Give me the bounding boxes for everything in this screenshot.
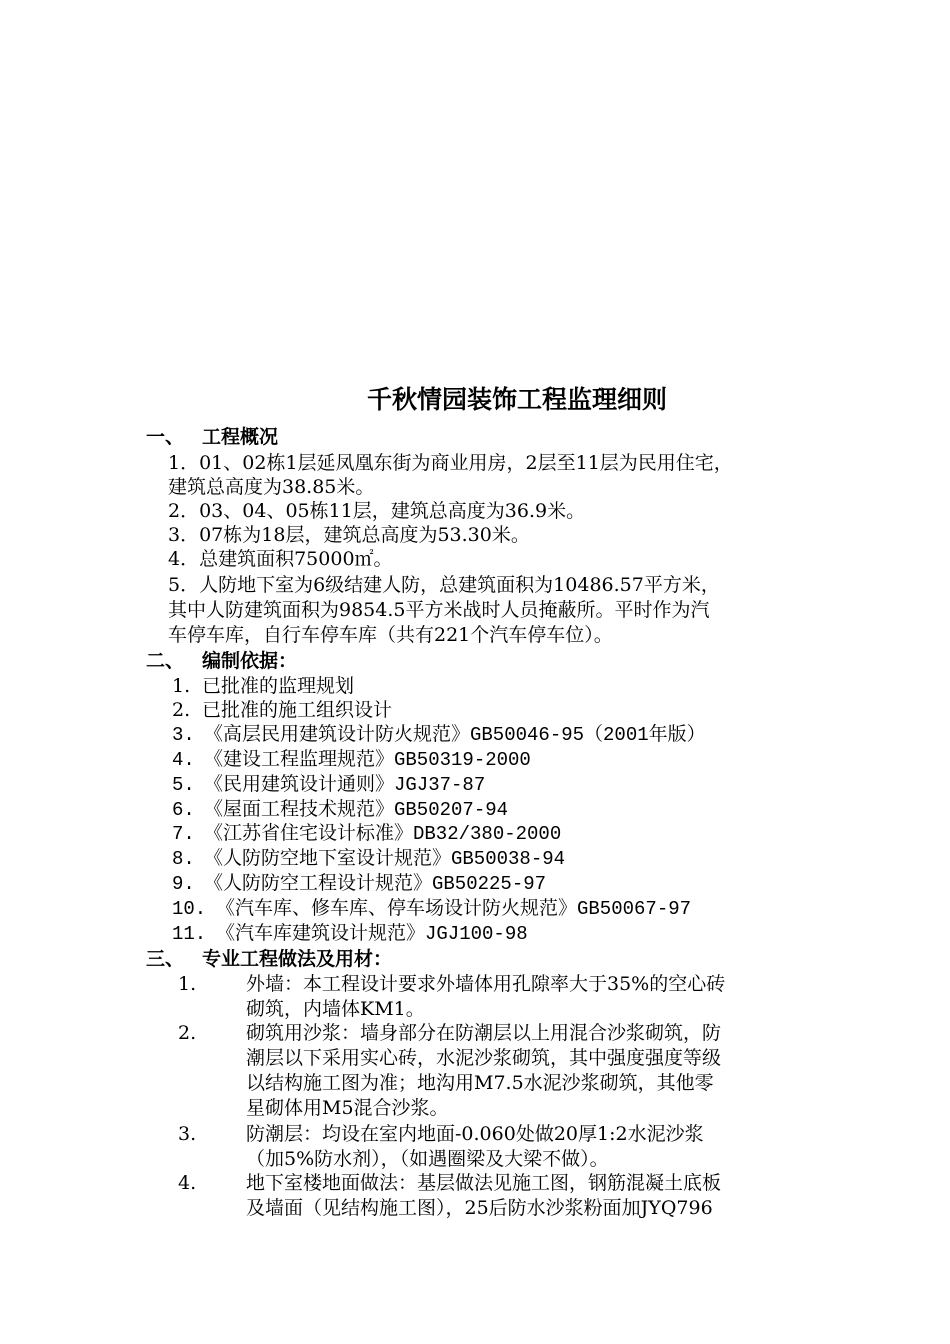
reference-text: 已批准的施工组织设计 <box>196 699 393 721</box>
reference-number: 11. <box>172 923 207 945</box>
reference-item <box>172 748 531 772</box>
practice-number: 3. <box>178 1123 197 1145</box>
practice-line: 以结构施工图为准；地沟用M7.5水泥沙浆砌筑，其他零 <box>246 1072 714 1094</box>
section-number: 一、 <box>146 426 185 448</box>
reference-text: 《汽车库建筑设计规范》JGJ100-98 <box>216 923 528 945</box>
overview-line: 1．01、02栋1层延凤凰东街为商业用房，2层至11层为民用住宅， <box>168 452 733 474</box>
practice-line: 潮层以下采用实心砖，水泥沙浆砌筑，其中强度强度等级 <box>246 1047 722 1069</box>
document-title: 千秋情园装饰工程监理细则 <box>366 385 667 414</box>
practice-line: 砌筑用沙浆：墙身部分在防潮层以上用混合沙浆砌筑，防 <box>246 1022 722 1044</box>
overview-line: 建筑总高度为38.85米。 <box>168 476 375 498</box>
reference-text: 已批准的监理规划 <box>196 675 355 697</box>
overview-line: 3．07栋为18层，建筑总高度为53.30米。 <box>168 524 530 546</box>
section-heading-basis <box>146 649 297 673</box>
practice-item <box>178 972 818 1022</box>
overview-line: 4．总建筑面积75000㎡。 <box>168 548 393 570</box>
section-title: 工程概况 <box>202 426 279 448</box>
reference-number: 10. <box>172 898 207 920</box>
reference-number: 6. <box>172 799 195 821</box>
reference-item <box>172 798 508 822</box>
practice-line: 外墙：本工程设计要求外墙体用孔隙率大于35%的空心砖 <box>246 973 726 995</box>
section-heading-practice <box>146 947 392 971</box>
practice-line: （加5%防水剂），（如遇圈梁及大梁不做）。 <box>246 1148 609 1170</box>
reference-text: 《民用建筑设计通则》JGJ37-87 <box>204 774 486 796</box>
reference-item <box>172 698 392 722</box>
reference-item <box>172 847 565 871</box>
practice-line: 砌筑，内墙体KM1。 <box>246 998 425 1020</box>
practice-line: 防潮层：均设在室内地面-0.060处做20厚1:2水泥沙浆 <box>246 1123 704 1145</box>
section-title: 专业工程做法及用材： <box>202 948 393 970</box>
overview-line: 5．人防地下室为6级结建人防，总建筑面积为10486.57平方米， <box>168 574 720 596</box>
reference-item <box>172 822 561 846</box>
section-title: 编制依据： <box>202 650 298 672</box>
reference-number: 9. <box>172 873 195 895</box>
reference-number: 8. <box>172 848 195 870</box>
practice-item <box>178 1021 818 1121</box>
practice-number: 1. <box>178 973 197 995</box>
section-number: 二、 <box>146 650 185 672</box>
reference-text: 《汽车库、修车库、停车场设计防火规范》GB50067-97 <box>216 898 692 920</box>
reference-item <box>172 922 528 946</box>
overview-line: 车停车库，自行车停车库（共有221个汽车停车位）。 <box>168 624 613 646</box>
reference-text: 《人防防空地下室设计规范》GB50038-94 <box>204 848 566 870</box>
overview-line: 其中人防建筑面积为9854.5平方米战时人员掩蔽所。平时作为汽 <box>168 599 710 621</box>
reference-text: 《建设工程监理规范》GB50319-2000 <box>204 749 531 771</box>
reference-number: 3. <box>172 724 195 746</box>
reference-item <box>172 723 706 747</box>
reference-item <box>172 897 691 921</box>
reference-item <box>172 872 546 896</box>
practice-number: 2. <box>178 1022 197 1044</box>
practice-item <box>178 1171 818 1221</box>
overview-line: 2．03、04、05栋11层，建筑总高度为36.9米。 <box>168 500 586 522</box>
reference-number: 7. <box>172 823 195 845</box>
practice-line: 地下室楼地面做法：基层做法见施工图，钢筋混凝土底板 <box>246 1172 722 1194</box>
reference-item <box>172 674 354 698</box>
reference-text: 《江苏省住宅设计标准》DB32/380-2000 <box>204 823 562 845</box>
reference-number: 5. <box>172 774 195 796</box>
practice-number: 4. <box>178 1172 197 1194</box>
practice-line: 及墙面（见结构施工图），25后防水沙浆粉面加JYQ796 <box>246 1197 713 1219</box>
reference-number: 2. <box>172 699 191 721</box>
reference-number: 4. <box>172 749 195 771</box>
section-number: 三、 <box>146 948 185 970</box>
practice-item <box>178 1122 818 1172</box>
reference-text: 《屋面工程技术规范》GB50207-94 <box>204 799 509 821</box>
reference-text: 《人防防空工程设计规范》GB50225-97 <box>204 873 547 895</box>
practice-line: 星砌体用M5混合沙浆。 <box>246 1097 449 1119</box>
section-heading-overview <box>146 425 278 449</box>
reference-text: 《高层民用建筑设计防火规范》GB50046-95（2001年版） <box>204 724 706 746</box>
reference-number: 1. <box>172 675 191 697</box>
reference-item <box>172 773 485 797</box>
